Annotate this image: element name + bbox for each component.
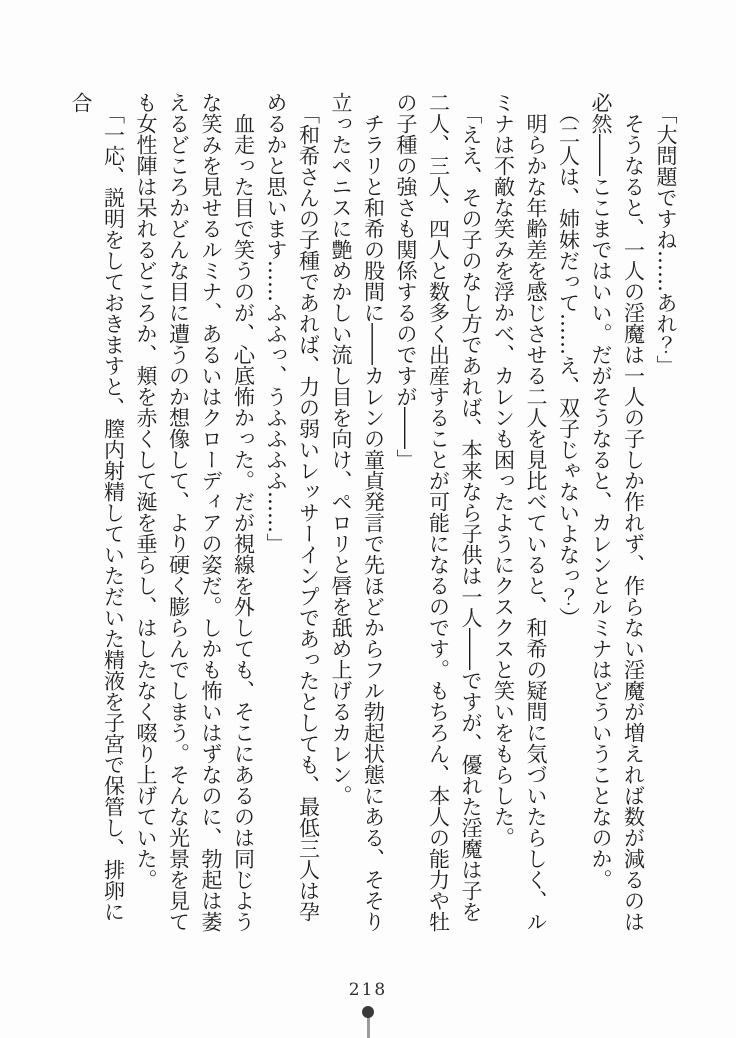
marker-dot-icon <box>362 1006 374 1018</box>
paragraph-thought: （二人は、姉妹だって……え、双子じゃないよなっ？） <box>556 102 581 628</box>
paragraph-narration: 明らかな年齢差を感じさせる二人を見比べていると、和希の疑問に気づいたらしく、ルミナは不敵な笑みを浮かべ、カレンも困ったようにクスクスと笑いをもらした。 <box>491 92 548 932</box>
paragraph-dialogue: 「一応、説明をしておきますと、膣内射精していただいた精液を子宮で保管し、排卵に合 <box>69 92 126 922</box>
paragraph-narration: 血走った目で笑うのが、心底怖かった。だが視線を外しても、そこにあるのは同じような笑みを見せるルミナ、あるいはクローディアの姿だ。しかも怖いはずなのに、勃起は萎えるどころかどんな目に遭うのか想像して、より硬く膨らんでしまう。そんな光景を見ても女性陣は呆れるどころか、頬を赤くして涎を垂らし、はしたなく啜り上げていた。 <box>134 92 256 932</box>
location-marker <box>362 1006 374 1038</box>
paragraph-narration: チラリと和希の股間に――カレンの童貞発言で先ほどからフル勃起状態にある、そそり立ったペニスに艶めかしい流し目を向け、ペロリと唇を舐め上げるカレン。 <box>329 92 386 932</box>
page-text <box>62 92 682 934</box>
page-number: 218 <box>348 980 388 1000</box>
paragraph-dialogue: 「ええ、その子のなし方であれば、本来なら子供は一人――ですが、優れた淫魔は子を二人、三人、四人と数多く出産することが可能になるのです。もちろん、本人の能力や牡の子種の強さも関係するのですが――」 <box>394 92 483 932</box>
paragraph-dialogue: 「大問題ですね……あれ？」 <box>654 102 678 376</box>
paragraph-narration: そうなると、一人の淫魔は一人の子しか作れず、作らない淫魔が増えれば数が減るのは必然――ここまではいい。だがそうなると、カレンとルミナはどういうことなのか。 <box>589 92 646 932</box>
paragraph-dialogue: 「和希さんの子種であれば、力の弱いレッサーインプであったとしても、最低三人は孕めるかと思います……ふふっ、うふふふふ……」 <box>264 92 321 922</box>
